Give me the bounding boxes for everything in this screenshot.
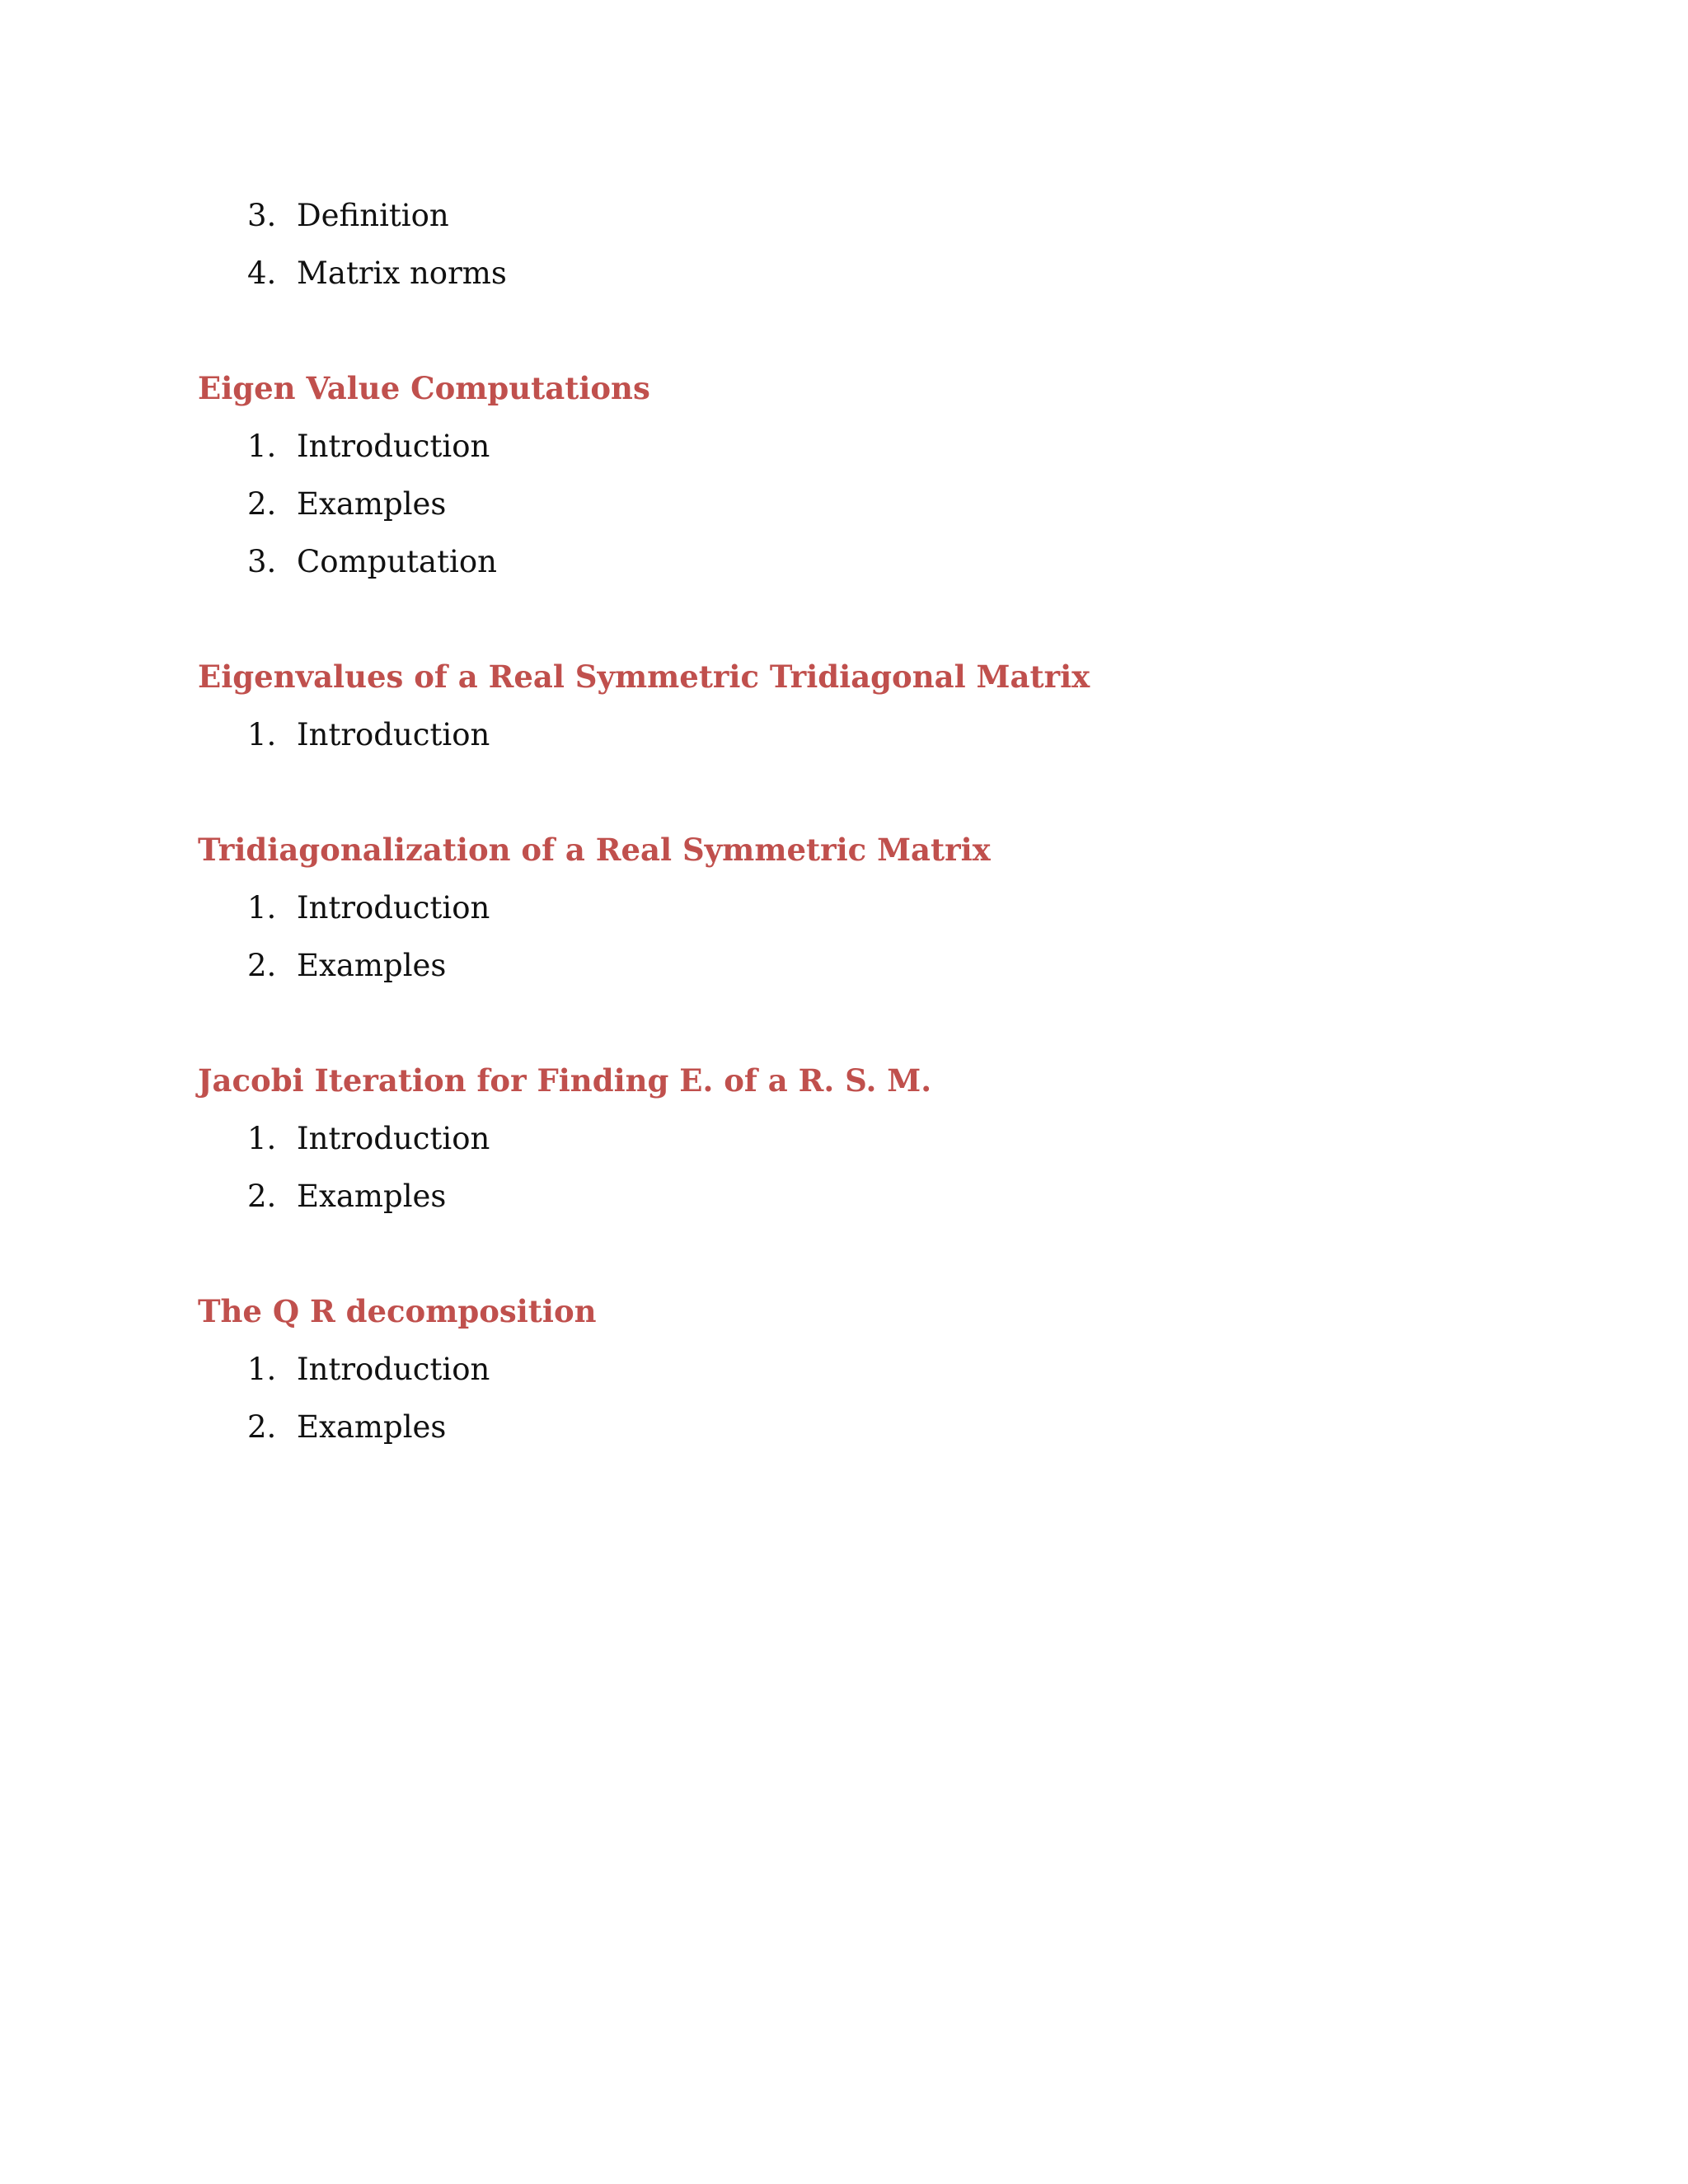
list-text: Introduction xyxy=(297,890,490,926)
list-text: Introduction xyxy=(297,717,490,752)
list-item xyxy=(247,1409,447,1445)
section-heading: Eigen Value Computations xyxy=(198,370,650,406)
list-text: Examples xyxy=(297,1179,447,1214)
list-number: 1. xyxy=(247,717,277,752)
list-number: 1. xyxy=(247,429,277,464)
list-text: Examples xyxy=(297,486,447,522)
list-item xyxy=(247,200,449,231)
list-item xyxy=(247,890,490,926)
list-text: Computation xyxy=(297,544,497,579)
list-number: 3. xyxy=(247,198,277,233)
section-heading: Tridiagonalization of a Real Symmetric Matrix xyxy=(198,832,991,868)
list-number: 2. xyxy=(247,1409,277,1445)
section-heading: Jacobi Iteration for Finding E. of a R. S. M. xyxy=(198,1062,932,1099)
list-item xyxy=(247,546,497,577)
list-item xyxy=(247,1354,490,1385)
list-item xyxy=(247,431,490,462)
section-heading: The Q R decomposition xyxy=(198,1293,597,1329)
list-number: 2. xyxy=(247,948,277,983)
list-number: 4. xyxy=(247,255,277,291)
list-item xyxy=(247,1123,490,1154)
list-number: 3. xyxy=(247,544,277,579)
list-text: Definition xyxy=(297,198,449,233)
list-number: 1. xyxy=(247,890,277,926)
list-text: Examples xyxy=(297,1409,447,1445)
list-number: 2. xyxy=(247,1179,277,1214)
list-text: Introduction xyxy=(297,429,490,464)
list-number: 1. xyxy=(247,1121,277,1156)
list-item xyxy=(247,1181,446,1212)
section-heading: Eigenvalues of a Real Symmetric Tridiagonal Matrix xyxy=(198,658,1090,695)
list-text: Introduction xyxy=(297,1352,490,1387)
list-number: 1. xyxy=(247,1352,277,1387)
list-text: Matrix norms xyxy=(297,255,507,291)
list-item xyxy=(247,255,507,291)
list-text: Introduction xyxy=(297,1121,490,1156)
list-item xyxy=(247,950,446,981)
list-number: 2. xyxy=(247,486,277,522)
list-item xyxy=(247,486,447,522)
list-item xyxy=(247,719,490,750)
list-text: Examples xyxy=(297,948,447,983)
